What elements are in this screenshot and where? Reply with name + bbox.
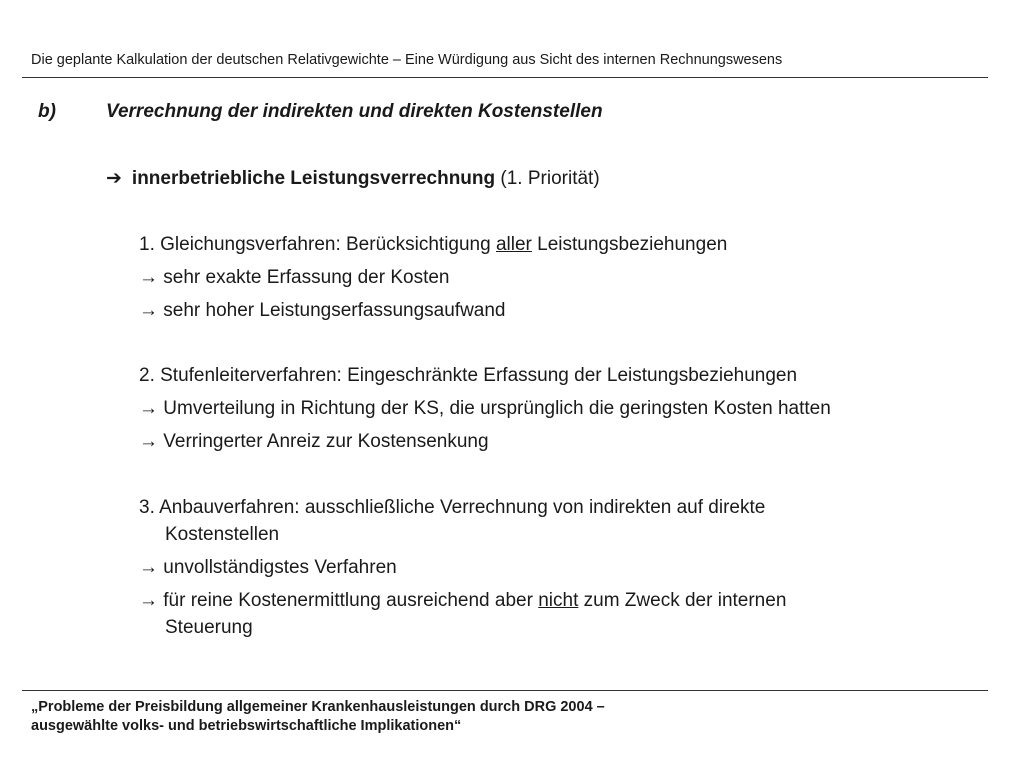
- footer-line-2: ausgewählte volks- und betriebswirtschaftliche Implikationen“: [31, 718, 462, 734]
- priority-term: innerbetriebliche Leistungsverrechnung: [131, 168, 496, 189]
- method-3-point-1: → unvollständigstes Verfahren: [139, 557, 397, 578]
- section-number: b): [38, 101, 56, 122]
- footer-title: [31, 698, 605, 736]
- method-1-title: [139, 231, 727, 258]
- method-3-point-2-start: → für reine Kostenermittlung ausreichend aber: [139, 590, 539, 611]
- method-3-emphasis: nicht: [538, 590, 579, 611]
- method-3-title-continued: Kostenstellen: [165, 524, 280, 545]
- method-3-title: 3. Anbauverfahren: ausschließliche Verrechnung von indirekten auf direkte: [139, 497, 766, 518]
- priority-note: (1. Priorität): [500, 168, 600, 189]
- footer-line-1: „Probleme der Preisbildung allgemeiner Krankenhausleistungen durch DRG 2004 –: [31, 699, 605, 715]
- method-1-title-start: 1. Gleichungsverfahren: Berücksichtigung: [139, 234, 496, 255]
- method-3-point-2-continued: Steuerung: [165, 617, 253, 638]
- method-1-point-2: → sehr hoher Leistungserfassungsaufwand: [139, 300, 506, 321]
- section-heading: [38, 101, 603, 123]
- header-title: Die geplante Kalkulation der deutschen Relativgewichte – Eine Würdigung aus Sicht des internen Rechnungswesens: [31, 52, 783, 68]
- method-2-point-2: → Verringerter Anreiz zur Kostensenkung: [139, 431, 489, 452]
- header-divider: [22, 77, 988, 78]
- method-3-point-2: [139, 587, 786, 614]
- priority-line: [106, 167, 600, 190]
- method-2-title: 2. Stufenleiterverfahren: Eingeschränkte Erfassung der Leistungsbeziehungen: [139, 365, 798, 386]
- right-arrow-icon: ➔: [106, 168, 122, 189]
- method-2-point-1: → Umverteilung in Richtung der KS, die ursprünglich die geringsten Kosten hatten: [139, 398, 831, 419]
- method-1-emphasis: aller: [495, 234, 532, 255]
- footer-divider: [22, 690, 988, 691]
- method-1-point-1: → sehr exakte Erfassung der Kosten: [139, 267, 450, 288]
- method-1-title-end: Leistungsbeziehungen: [531, 234, 728, 255]
- section-title: Verrechnung der indirekten und direkten Kostenstellen: [106, 101, 603, 122]
- method-3-point-2-end: zum Zweck der internen: [578, 590, 787, 611]
